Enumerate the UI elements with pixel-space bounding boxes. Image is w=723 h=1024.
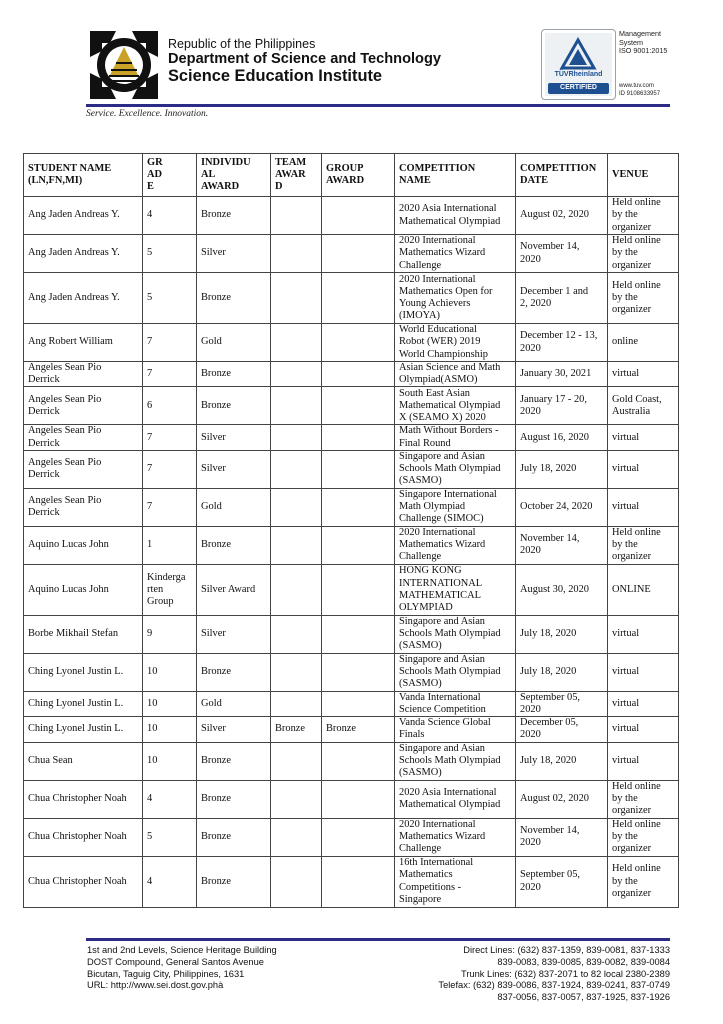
- motto: Service. Excellence. Innovation.: [86, 109, 209, 119]
- venue-cell: Held online by the organizer: [608, 856, 679, 907]
- team-award-cell: [271, 197, 322, 235]
- grade-cell: 1: [143, 526, 197, 564]
- individual-award-cell: Bronze: [197, 856, 271, 907]
- grade-cell: 10: [143, 691, 197, 716]
- competition-date-cell: September 05, 2020: [516, 691, 608, 716]
- venue-cell: virtual: [608, 742, 679, 780]
- venue-cell: Held online by the organizer: [608, 273, 679, 324]
- competition-date-cell: December 05, 2020: [516, 717, 608, 742]
- grade-cell: 10: [143, 717, 197, 742]
- competition-date-cell: July 18, 2020: [516, 615, 608, 653]
- venue-cell: ONLINE: [608, 564, 679, 615]
- dost-logo: [86, 27, 162, 103]
- competition-name-cell: Asian Science and Math Olympiad(ASMO): [395, 362, 516, 387]
- group-award-cell: [322, 488, 395, 526]
- competition-name-cell: Singapore and Asian Schools Math Olympiad (SASMO): [395, 742, 516, 780]
- table-header-row: [24, 154, 679, 197]
- individual-award-cell: Bronze: [197, 387, 271, 425]
- venue-cell: virtual: [608, 425, 679, 450]
- header-individual-award: INDIVIDU AL AWARD: [197, 154, 271, 197]
- grade-cell: 4: [143, 780, 197, 818]
- team-award-cell: [271, 362, 322, 387]
- student-name-cell: Angeles Sean Pio Derrick: [24, 488, 143, 526]
- group-award-cell: [322, 450, 395, 488]
- individual-award-cell: Bronze: [197, 362, 271, 387]
- student-name-cell: Chua Christopher Noah: [24, 856, 143, 907]
- competition-date-cell: August 02, 2020: [516, 197, 608, 235]
- venue-cell: Held online by the organizer: [608, 235, 679, 273]
- award-rows: [24, 197, 679, 908]
- team-award-cell: [271, 273, 322, 324]
- team-award-cell: [271, 653, 322, 691]
- grade-cell: 7: [143, 425, 197, 450]
- competition-date-cell: August 02, 2020: [516, 780, 608, 818]
- venue-cell: Gold Coast, Australia: [608, 387, 679, 425]
- team-award-cell: [271, 856, 322, 907]
- address-line: Bicutan, Taguig City, Philippines, 1631: [87, 968, 245, 979]
- team-award-cell: Bronze: [271, 717, 322, 742]
- venue-cell: virtual: [608, 691, 679, 716]
- grade-cell: 7: [143, 362, 197, 387]
- venue-cell: Held online by the organizer: [608, 526, 679, 564]
- competition-date-cell: August 30, 2020: [516, 564, 608, 615]
- competition-name-cell: Vanda International Science Competition: [395, 691, 516, 716]
- grade-cell: 10: [143, 742, 197, 780]
- competition-date-cell: November 14, 2020: [516, 818, 608, 856]
- team-award-cell: [271, 564, 322, 615]
- team-award-cell: [271, 780, 322, 818]
- individual-award-cell: Bronze: [197, 818, 271, 856]
- team-award-cell: [271, 387, 322, 425]
- table-row: [24, 742, 679, 780]
- header-grade: GR AD E: [143, 154, 197, 197]
- student-name-cell: Angeles Sean Pio Derrick: [24, 450, 143, 488]
- competition-name-cell: Singapore International Math Olympiad Challenge (SIMOC): [395, 488, 516, 526]
- competition-name-cell: HONG KONG INTERNATIONAL MATHEMATICAL OLYMPIAD: [395, 564, 516, 615]
- group-award-cell: [322, 425, 395, 450]
- individual-award-cell: Bronze: [197, 197, 271, 235]
- awards-table: [23, 153, 679, 908]
- table-row: [24, 856, 679, 907]
- group-award-cell: [322, 197, 395, 235]
- header-competition-name: COMPETITION NAME: [395, 154, 516, 197]
- group-award-cell: [322, 235, 395, 273]
- competition-name-cell: 16th International Mathematics Competitions - Singapore: [395, 856, 516, 907]
- table-row: [24, 387, 679, 425]
- competition-date-cell: December 1 and 2, 2020: [516, 273, 608, 324]
- header-competition-date: COMPETITION DATE: [516, 154, 608, 197]
- grade-cell: 4: [143, 197, 197, 235]
- header-student-name: STUDENT NAME (LN,FN,MI): [24, 154, 143, 197]
- competition-date-cell: October 24, 2020: [516, 488, 608, 526]
- agency-heading: [168, 37, 441, 86]
- header-venue: VENUE: [608, 154, 679, 197]
- table-row: [24, 780, 679, 818]
- header-group-award: GROUP AWARD: [322, 154, 395, 197]
- venue-cell: Held online by the organizer: [608, 780, 679, 818]
- country-name: Republic of the Philippines: [168, 37, 316, 51]
- student-name-cell: Ching Lyonel Justin L.: [24, 691, 143, 716]
- student-name-cell: Angeles Sean Pio Derrick: [24, 425, 143, 450]
- tuv-id: ID 9108633957: [619, 90, 661, 97]
- competition-date-cell: July 18, 2020: [516, 742, 608, 780]
- competition-date-cell: August 16, 2020: [516, 425, 608, 450]
- group-award-cell: [322, 387, 395, 425]
- header-team-award: TEAM AWAR D: [271, 154, 322, 197]
- competition-name-cell: 2020 International Mathematics Wizard Challenge: [395, 526, 516, 564]
- group-award-cell: [322, 324, 395, 362]
- group-award-cell: [322, 362, 395, 387]
- competition-name-cell: Singapore and Asian Schools Math Olympiad (SASMO): [395, 615, 516, 653]
- individual-award-cell: Gold: [197, 691, 271, 716]
- certified-label: CERTIFIED: [560, 84, 597, 91]
- grade-cell: 5: [143, 818, 197, 856]
- grade-cell: 7: [143, 450, 197, 488]
- tuv-website: www.tuv.com: [619, 83, 654, 89]
- individual-award-cell: Silver Award: [197, 564, 271, 615]
- table-row: [24, 615, 679, 653]
- table-row: [24, 273, 679, 324]
- competition-date-cell: December 12 - 13, 2020: [516, 324, 608, 362]
- individual-award-cell: Bronze: [197, 653, 271, 691]
- competition-date-cell: July 18, 2020: [516, 450, 608, 488]
- group-award-cell: [322, 615, 395, 653]
- group-award-cell: [322, 653, 395, 691]
- competition-name-cell: Math Without Borders - Final Round: [395, 425, 516, 450]
- table-row: [24, 425, 679, 450]
- competition-name-cell: 2020 International Mathematics Wizard Challenge: [395, 235, 516, 273]
- student-name-cell: Aquino Lucas John: [24, 564, 143, 615]
- group-award-cell: [322, 780, 395, 818]
- team-award-cell: [271, 691, 322, 716]
- certificate-id: [619, 83, 660, 98]
- team-award-cell: [271, 425, 322, 450]
- student-name-cell: Chua Sean: [24, 742, 143, 780]
- grade-cell: 5: [143, 235, 197, 273]
- venue-cell: virtual: [608, 450, 679, 488]
- individual-award-cell: Silver: [197, 717, 271, 742]
- grade-cell: 5: [143, 273, 197, 324]
- grade-cell: 10: [143, 653, 197, 691]
- venue-cell: Held online by the organizer: [608, 818, 679, 856]
- table-row: [24, 717, 679, 742]
- student-name-cell: Ang Jaden Andreas Y.: [24, 197, 143, 235]
- individual-award-cell: Silver: [197, 615, 271, 653]
- table-row: [24, 526, 679, 564]
- system-line: System: [619, 37, 643, 47]
- grade-cell: Kinderga rten Group: [143, 564, 197, 615]
- group-award-cell: [322, 856, 395, 907]
- competition-name-cell: 2020 Asia International Mathematical Olympiad: [395, 780, 516, 818]
- team-award-cell: [271, 818, 322, 856]
- management-system-label: [619, 30, 667, 56]
- venue-cell: Held online by the organizer: [608, 197, 679, 235]
- competition-name-cell: Singapore and Asian Schools Math Olympiad (SASMO): [395, 653, 516, 691]
- grade-cell: 7: [143, 488, 197, 526]
- grade-cell: 9: [143, 615, 197, 653]
- header-divider: [86, 104, 670, 107]
- group-award-cell: [322, 818, 395, 856]
- team-award-cell: [271, 615, 322, 653]
- individual-award-cell: Bronze: [197, 780, 271, 818]
- team-award-cell: [271, 488, 322, 526]
- footer-divider: [86, 938, 670, 941]
- competition-name-cell: 2020 International Mathematics Open for Young Achievers (IMOYA): [395, 273, 516, 324]
- team-award-cell: [271, 742, 322, 780]
- competition-name-cell: 2020 International Mathematics Wizard Challenge: [395, 818, 516, 856]
- competition-name-cell: 2020 Asia International Mathematical Olympiad: [395, 197, 516, 235]
- venue-cell: online: [608, 324, 679, 362]
- student-name-cell: Chua Christopher Noah: [24, 818, 143, 856]
- table-row: [24, 324, 679, 362]
- team-award-cell: [271, 450, 322, 488]
- institute-name: Science Education Institute: [168, 67, 383, 86]
- student-name-cell: Angeles Sean Pio Derrick: [24, 362, 143, 387]
- department-name: Department of Science and Technology: [168, 51, 442, 67]
- table-row: [24, 197, 679, 235]
- student-name-cell: Borbe Mikhail Stefan: [24, 615, 143, 653]
- group-award-cell: [322, 564, 395, 615]
- venue-cell: virtual: [608, 488, 679, 526]
- group-award-cell: [322, 526, 395, 564]
- contact-line: Trunk Lines: (632) 837-2071 to 82 local 2380-2389: [461, 968, 670, 979]
- individual-award-cell: Bronze: [197, 526, 271, 564]
- contact-line: 837-0056, 837-0057, 837-1925, 837-1926: [497, 992, 670, 1003]
- group-award-cell: [322, 742, 395, 780]
- footer-address: [87, 945, 277, 992]
- individual-award-cell: Silver: [197, 235, 271, 273]
- competition-name-cell: Singapore and Asian Schools Math Olympiad (SASMO): [395, 450, 516, 488]
- footer-contacts: [438, 945, 670, 1004]
- individual-award-cell: Silver: [197, 425, 271, 450]
- student-name-cell: Ching Lyonel Justin L.: [24, 717, 143, 742]
- contact-line: Direct Lines: (632) 837-1359, 839-0081, 837-1333: [463, 945, 670, 955]
- student-name-cell: Chua Christopher Noah: [24, 780, 143, 818]
- table-row: [24, 450, 679, 488]
- competition-name-cell: World Educational Robot (WER) 2019 World Championship: [395, 324, 516, 362]
- student-name-cell: Ang Jaden Andreas Y.: [24, 235, 143, 273]
- competition-date-cell: January 30, 2021: [516, 362, 608, 387]
- grade-cell: 7: [143, 324, 197, 362]
- grade-cell: 4: [143, 856, 197, 907]
- address-line: 1st and 2nd Levels, Science Heritage Building: [87, 945, 277, 955]
- grade-cell: 6: [143, 387, 197, 425]
- team-award-cell: [271, 324, 322, 362]
- contact-line: Telefax: (632) 839-0086, 837-1924, 839-0241, 837-0749: [438, 980, 670, 991]
- individual-award-cell: Bronze: [197, 742, 271, 780]
- group-award-cell: Bronze: [322, 717, 395, 742]
- venue-cell: virtual: [608, 653, 679, 691]
- student-name-cell: Angeles Sean Pio Derrick: [24, 387, 143, 425]
- address-line: DOST Compound, General Santos Avenue: [87, 956, 264, 967]
- student-name-cell: Ang Robert William: [24, 324, 143, 362]
- contact-line: 839-0083, 839-0085, 839-0082, 839-0084: [497, 956, 670, 967]
- system-line: Management: [619, 29, 661, 38]
- table-row: [24, 488, 679, 526]
- venue-cell: virtual: [608, 615, 679, 653]
- table-row: [24, 691, 679, 716]
- team-award-cell: [271, 526, 322, 564]
- tuv-certification-badge: [541, 29, 616, 100]
- venue-cell: virtual: [608, 362, 679, 387]
- student-name-cell: Ching Lyonel Justin L.: [24, 653, 143, 691]
- competition-date-cell: July 18, 2020: [516, 653, 608, 691]
- individual-award-cell: Silver: [197, 450, 271, 488]
- tuv-brand-text: TÜVRheinland: [554, 71, 603, 78]
- individual-award-cell: Bronze: [197, 273, 271, 324]
- table-row: [24, 564, 679, 615]
- competition-date-cell: November 14, 2020: [516, 526, 608, 564]
- team-award-cell: [271, 235, 322, 273]
- venue-cell: virtual: [608, 717, 679, 742]
- table-row: [24, 653, 679, 691]
- competition-date-cell: January 17 - 20, 2020: [516, 387, 608, 425]
- group-award-cell: [322, 273, 395, 324]
- group-award-cell: [322, 691, 395, 716]
- student-name-cell: Ang Jaden Andreas Y.: [24, 273, 143, 324]
- individual-award-cell: Gold: [197, 488, 271, 526]
- competition-name-cell: Vanda Science Global Finals: [395, 717, 516, 742]
- individual-award-cell: Gold: [197, 324, 271, 362]
- website-url[interactable]: URL: http://www.sei.dost.gov.phà: [87, 980, 224, 991]
- table-row: [24, 362, 679, 387]
- table-row: [24, 235, 679, 273]
- student-name-cell: Aquino Lucas John: [24, 526, 143, 564]
- system-line: ISO 9001:2015: [619, 46, 668, 56]
- competition-date-cell: November 14, 2020: [516, 235, 608, 273]
- competition-date-cell: September 05, 2020: [516, 856, 608, 907]
- table-row: [24, 818, 679, 856]
- competition-name-cell: South East Asian Mathematical Olympiad X (SEAMO X) 2020: [395, 387, 516, 425]
